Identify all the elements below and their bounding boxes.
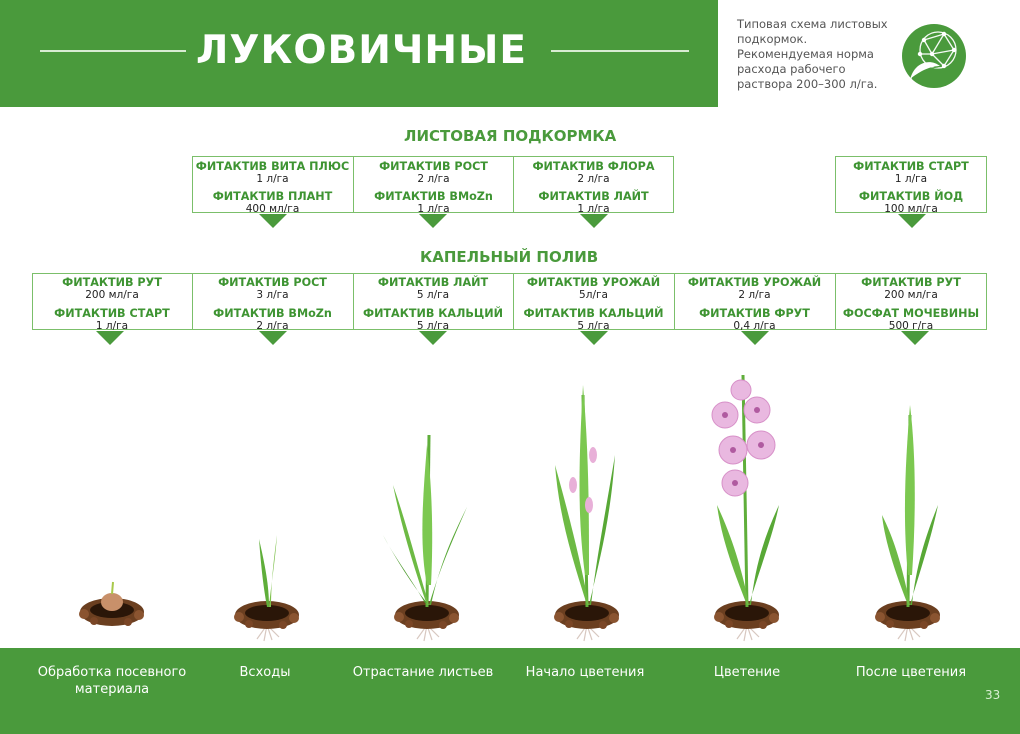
arrow-down-icon [580,214,608,228]
product-dose: 5л/га [579,289,608,301]
drip-cell-5 [674,276,835,332]
product-dose: 2 л/га [738,289,771,301]
product-name: ФИТАКТИВ ПЛАНТ [212,190,333,203]
product-dose: 2 л/га [256,320,289,332]
product-name: ФИТАКТИВ УРОЖАЙ [687,276,822,289]
post-flowering-plant-icon [875,405,940,641]
sprout-icon [234,535,299,641]
bulb-icon [79,582,144,626]
stage-label: После цветения [855,665,967,680]
stage-label: Отрастание листьев [352,665,494,680]
page-number: 33 [985,688,1001,702]
product-name: ФИТАКТИВ ФРУТ [699,307,810,320]
product-name: ФИТАКТИВ РУТ [861,276,961,289]
arrow-down-icon [259,214,287,228]
arrow-down-icon [898,214,926,228]
foliar-cell-2 [353,160,514,215]
product-name: ФОСФАТ МОЧЕВИНЫ [842,307,980,320]
stage-label: Обработка посевного материала [37,665,187,697]
product-dose: 100 мл/га [884,203,938,215]
product-name: ФИТАКТИВ УРОЖАЙ [526,276,661,289]
drip-cell-2 [192,276,353,332]
product-dose: 5 л/га [416,289,450,301]
page-title: ЛУКОВИЧНЫЕ [196,28,528,73]
title-rule-left [40,50,186,52]
leaf-globe-icon [900,22,968,90]
drip-cell-3 [353,276,513,332]
product-name: ФИТАКТИВ ЛАЙТ [538,190,649,203]
flowering-plant-icon [712,375,779,641]
product-name: ФИТАКТИВ РОСТ [218,276,327,289]
drip-cell-1 [32,276,192,332]
product-name: ФИТАКТИВ КАЛЬЦИЙ [362,307,504,320]
product-dose: 200 мл/га [884,289,938,301]
drip-cell-4 [513,276,674,332]
drip-section-title: КАПЕЛЬНЫЙ ПОЛИВ [420,248,599,266]
title-rule-right [551,50,689,52]
product-dose: 1 л/га [417,203,450,215]
product-dose: 400 мл/га [245,203,300,215]
product-dose: 5 л/га [577,320,610,332]
header-note: Типовая схема листовых подкормок. Рекомендуемая норма расхода рабочего раствора 200–300 л/га. [737,17,888,91]
product-dose: 0,4 л/га [733,320,776,332]
foliar-cell-4 [835,160,987,215]
product-dose: 1 л/га [95,320,129,332]
product-name: ФИТАКТИВ BMoZn [374,190,493,203]
product-name: ФИТАКТИВ BMoZn [213,307,332,320]
product-dose: 1 л/га [256,173,289,185]
plant-growth-illustration [0,340,1020,648]
product-name: ФИТАКТИВ КАЛЬЦИЙ [523,307,664,320]
product-name: ФИТАКТИВ ФЛОРА [532,160,655,173]
stage-label: Всходы [239,665,291,680]
product-dose: 500 г/га [888,320,934,332]
foliar-cell-1 [192,160,353,215]
product-dose: 1 л/га [894,173,928,185]
product-name: ФИТАКТИВ СТАРТ [853,160,969,173]
product-name: ФИТАКТИВ РУТ [62,276,162,289]
leafy-plant-icon [383,435,467,641]
arrow-down-icon [419,214,447,228]
product-dose: 3 л/га [256,289,289,301]
product-name: ФИТАКТИВ ЙОД [858,190,964,203]
product-dose: 1 л/га [577,203,610,215]
product-dose: 2 л/га [577,173,610,185]
product-name: ФИТАКТИВ СТАРТ [54,307,170,320]
budding-plant-icon [554,385,619,641]
product-dose: 5 л/га [416,320,450,332]
product-name: ФИТАКТИВ ЛАЙТ [377,276,489,289]
foliar-section-title: ЛИСТОВАЯ ПОДКОРМКА [404,127,617,145]
product-dose: 2 л/га [417,173,450,185]
foliar-cell-3 [513,160,674,215]
product-name: ФИТАКТИВ РОСТ [379,160,488,173]
stage-label: Начало цветения [525,665,645,680]
product-name: ФИТАКТИВ ВИТА ПЛЮС [195,160,350,173]
product-dose: 200 мл/га [85,289,139,301]
drip-cell-6 [835,276,987,332]
stage-label: Цветение [713,665,781,680]
header-banner [0,0,718,107]
